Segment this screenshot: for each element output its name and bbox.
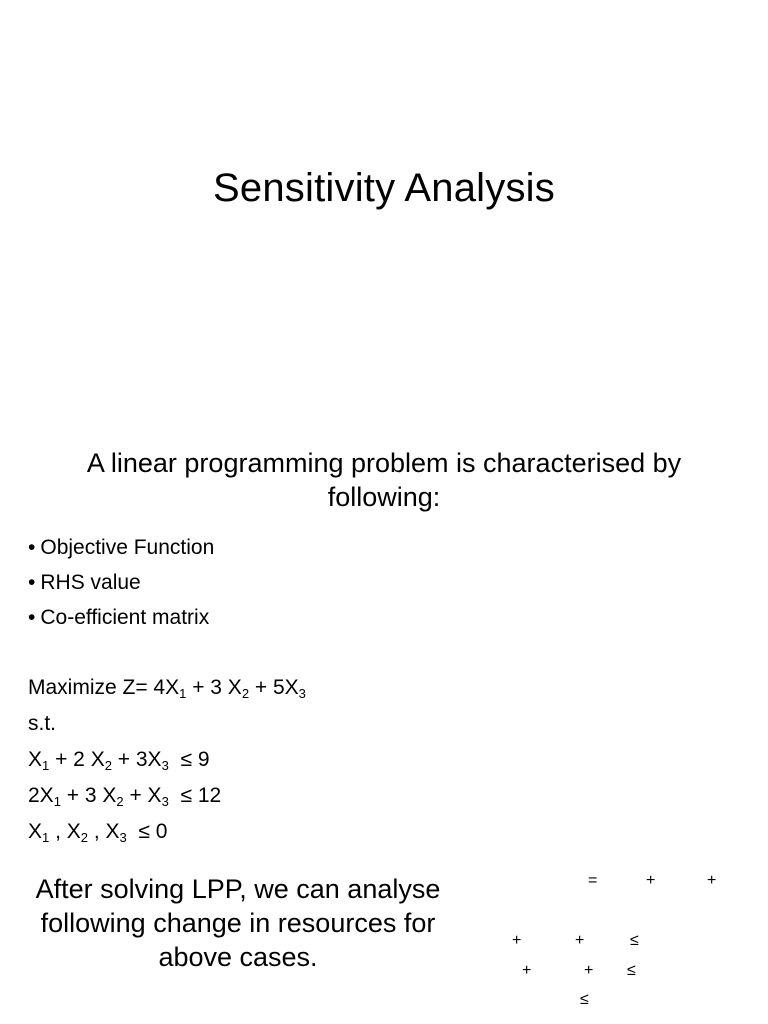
leq-symbol: ≤ [580,991,589,1008]
plus-symbol: + [522,962,532,979]
plus-symbol: + [575,932,585,949]
leq-symbol: ≤ [627,962,636,979]
constraint-1: $X_1 + 2$ $X_2 + 3X_3 \le 9$ [28,748,210,773]
constraint-2: $2X_1 + 3$ $X_2 + X_3 \le 12$ [28,784,222,809]
bullet-item: • RHS value [28,565,214,600]
analysis-note: After solving LPP, we can analyse following change in resources for above cases. [35,874,441,972]
content-slide [0,420,768,1024]
plus-symbol: + [584,962,594,979]
constraint-3: $X_1$ , $X_2$ , $X_3 \le 0$ [28,820,168,845]
subject-to-label: s.t. [28,712,57,735]
bullet-list [28,530,214,635]
objective-function: Maximize $Z= 4X_1 + 3$ $X_2 + 5X_3$ [28,676,306,701]
leq-symbol: ≤ [630,932,639,949]
title-slide [0,0,768,420]
slide-heading: A linear programming problem is characterised by following: [86,448,682,512]
bullet-item: • Objective Function [28,530,214,565]
lpp-formulation [28,670,306,850]
bullet-item: • Co-efficient matrix [28,600,214,635]
plus-symbol: + [646,872,656,889]
slide-title: Sensitivity Analysis [213,166,555,210]
equals-symbol: = [588,872,598,889]
plus-symbol: + [512,932,522,949]
plus-symbol: + [707,872,717,889]
